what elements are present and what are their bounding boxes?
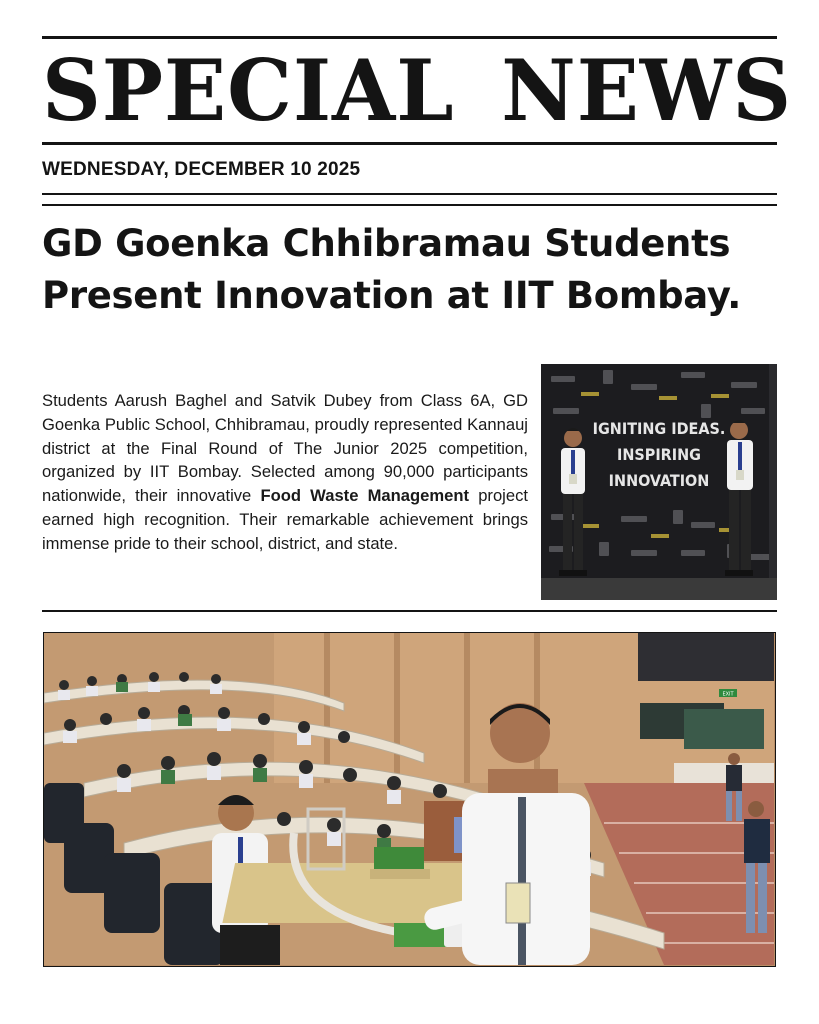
backdrop-slogan-line3: INNOVATION xyxy=(608,471,710,490)
article-body xyxy=(42,389,528,556)
students-backdrop-photo xyxy=(541,364,777,600)
top-rule xyxy=(42,36,777,39)
issue-date: WEDNESDAY, DECEMBER 10 2025 xyxy=(42,159,361,180)
exit-sign: EXIT xyxy=(722,691,734,698)
date-rule-lower xyxy=(42,204,777,206)
auditorium-project-photo xyxy=(43,632,776,967)
section-divider-rule xyxy=(42,610,777,612)
article-body-text-end: project earned high recognition. Their remarkable achievement brings immense pride to their school, district, and state. xyxy=(42,486,529,553)
date-rule-upper xyxy=(42,193,777,195)
article-body-text: Students Aarush Baghel and Satvik Dubey from Class 6A, GD Goenka Public School, Chhibramau, proudly represented Kannauj district at the Final Round of The Junior 2025 competition, organized by IIT Bombay. Selected among 90,000 participants nationwide, their innovative xyxy=(42,391,528,506)
backdrop-slogan-line2: INSPIRING xyxy=(617,445,701,464)
masthead-title: SPECIAL NEWS xyxy=(42,41,793,140)
article-headline: GD Goenka Chhibramau Students Present Innovation at IIT Bombay. xyxy=(42,222,742,317)
article-body-highlight: Food Waste Management xyxy=(260,486,470,506)
student-right-figure xyxy=(725,420,753,576)
backdrop-slogan-line1: IGNITING IDEAS. xyxy=(592,419,726,438)
masthead-bottom-rule xyxy=(42,142,777,145)
